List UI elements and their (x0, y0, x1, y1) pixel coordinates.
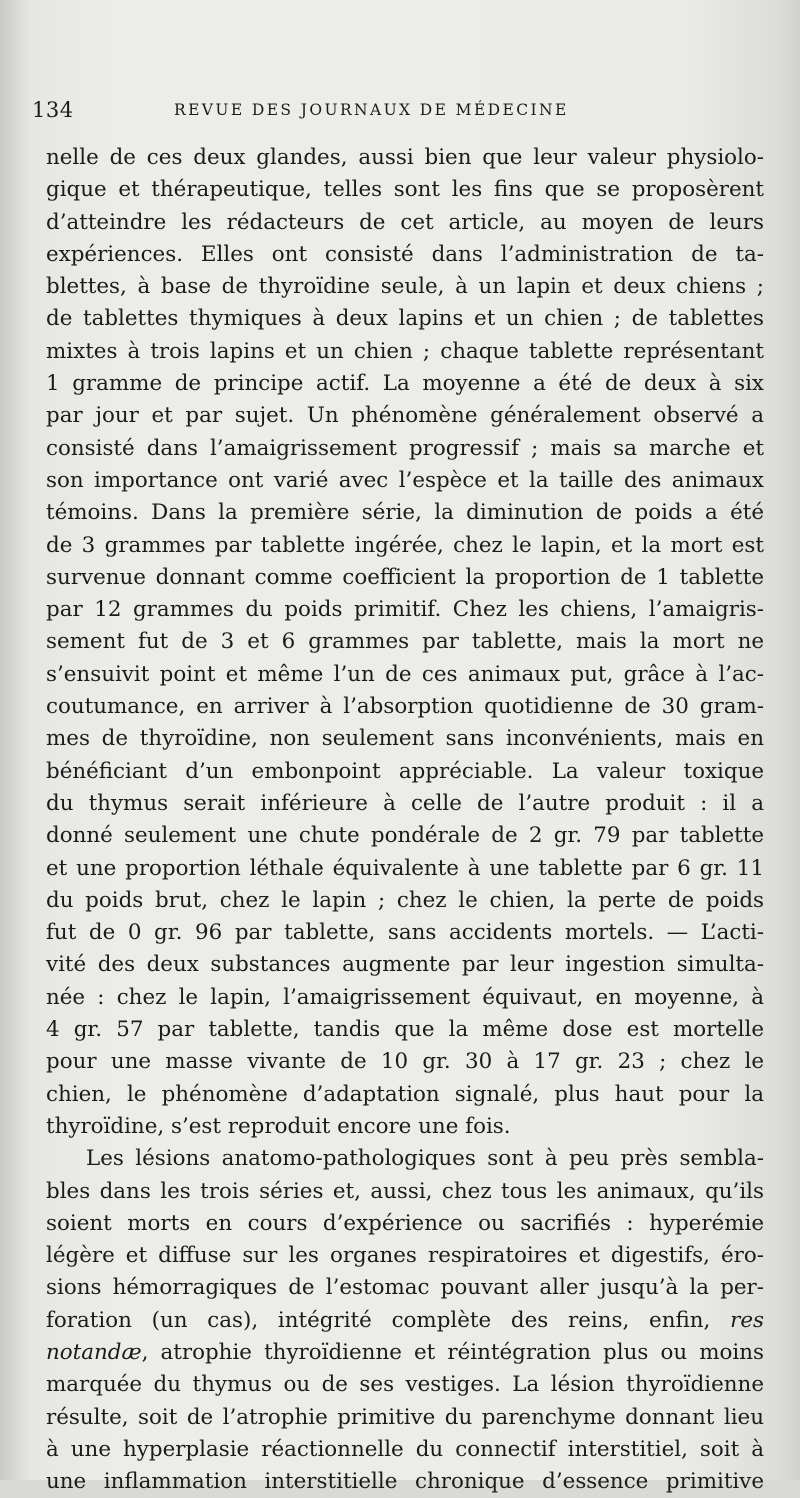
text-line-42: une inflammation interstitielle chronique d’essence primitive (46, 1469, 764, 1495)
text-line-28: 4 gr. 57 par tablette, tandis que la même dose est mortelle (46, 1017, 764, 1043)
text-line-31: thyroïdine, s’est reproduit encore une fois. (46, 1113, 511, 1139)
page-number: 134 (32, 98, 74, 122)
text-line-27: née : chez le lapin, l’amaigrissement équivaut, en moyenne, à (46, 984, 764, 1010)
text-line-13: de 3 grammes par tablette ingérée, chez le lapin, et la mort est (46, 532, 764, 558)
text-line-12: témoins. Dans la première série, la diminution de poids a été (46, 500, 764, 526)
text-line-32: Les lésions anatomo-pathologiques sont à peu près sembla- (86, 1146, 764, 1172)
text-line-20: bénéficiant d’un embonpoint appréciable. La valeur toxique (46, 758, 764, 784)
text-line-2: gique et thérapeutique, telles sont les fins que se proposèrent (46, 177, 764, 203)
text-line-37-roman: foration (un cas), intégrité complète des reins, enfin, (46, 1307, 711, 1333)
text-line-16: sement fut de 3 et 6 grammes par tablette, mais la mort ne (46, 629, 764, 655)
body-text (46, 142, 764, 1498)
text-line-6: de tablettes thymiques à deux lapins et un chien ; de tablettes (46, 306, 764, 332)
running-title: REVUE DES JOURNAUX DE MÉDECINE (174, 101, 569, 119)
text-line-17: s’ensuivit point et même l’un de ces animaux put, grâce à l’ac- (46, 661, 764, 687)
page-header (32, 98, 762, 128)
text-line-38 (46, 1337, 764, 1369)
text-line-40: résulte, soit de l’atrophie primitive du parenchyme donnant lieu (46, 1404, 764, 1430)
italic-term-res: res (730, 1307, 764, 1333)
text-line-24: du poids brut, chez le lapin ; chez le chien, la perte de poids (46, 887, 764, 913)
text-line-19: mes de thyroïdine, non seulement sans inconvénients, mais en (46, 726, 764, 752)
text-line-23: et une proportion léthale équivalente à une tablette par 6 gr. 11 (46, 855, 764, 881)
text-line-11: son importance ont varié avec l’espèce et la taille des animaux (46, 467, 764, 493)
italic-term-notandae: notandæ (46, 1339, 142, 1365)
text-line-7: mixtes à trois lapins et un chien ; chaque tablette représentant (46, 338, 764, 364)
text-line-41: à une hyperplasie réactionnelle du connectif interstitiel, soit à (46, 1436, 764, 1462)
text-line-21: du thymus serait inférieure à celle de l’autre produit : il a (46, 790, 764, 816)
text-line-22: donné seulement une chute pondérale de 2 gr. 79 par tablette (46, 823, 764, 849)
text-line-26: vité des deux substances augmente par leur ingestion simulta- (46, 952, 764, 978)
text-line-37 (46, 1305, 764, 1337)
text-line-33: bles dans les trois séries et, aussi, chez tous les animaux, qu’ils (46, 1178, 764, 1204)
text-line-5: blettes, à base de thyroïdine seule, à un lapin et deux chiens ; (46, 274, 764, 300)
text-line-39: marquée du thymus ou de ses vestiges. La lésion thyroïdienne (46, 1372, 764, 1398)
text-line-10: consisté dans l’amaigrissement progressif ; mais sa marche et (46, 435, 764, 461)
text-line-14: survenue donnant comme coefficient la proportion de 1 tablette (46, 564, 764, 590)
text-line-38-rest: , atrophie thyroïdienne et réintégration plus ou moins (141, 1339, 764, 1365)
text-line-30: chien, le phénomène d’adaptation signalé, plus haut pour la (46, 1081, 764, 1107)
text-line-8: 1 gramme de principe actif. La moyenne a été de deux à six (46, 371, 764, 397)
text-line-35: légère et diffuse sur les organes respiratoires et digestifs, éro- (46, 1243, 764, 1269)
text-line-4: expériences. Elles ont consisté dans l’administration de ta- (46, 241, 764, 267)
text-line-9: par jour et par sujet. Un phénomène généralement observé a (46, 403, 764, 429)
text-line-34: soient morts en cours d’expérience ou sacrifiés : hyperémie (46, 1210, 764, 1236)
text-line-36: sions hémorragiques de l’estomac pouvant aller jusqu’à la per- (46, 1275, 764, 1301)
text-line-29: pour une masse vivante de 10 gr. 30 à 17 gr. 23 ; chez le (46, 1049, 764, 1075)
text-line-3: d’atteindre les rédacteurs de cet article, au moyen de leurs (46, 209, 764, 235)
text-line-15: par 12 grammes du poids primitif. Chez les chiens, l’amaigris- (46, 597, 764, 623)
text-line-1: nelle de ces deux glandes, aussi bien que leur valeur physiolo- (46, 145, 764, 170)
text-line-25: fut de 0 gr. 96 par tablette, sans accidents mortels. — L’acti- (46, 920, 764, 946)
text-line-18: coutumance, en arriver à l’absorption quotidienne de 30 gram- (46, 694, 764, 720)
